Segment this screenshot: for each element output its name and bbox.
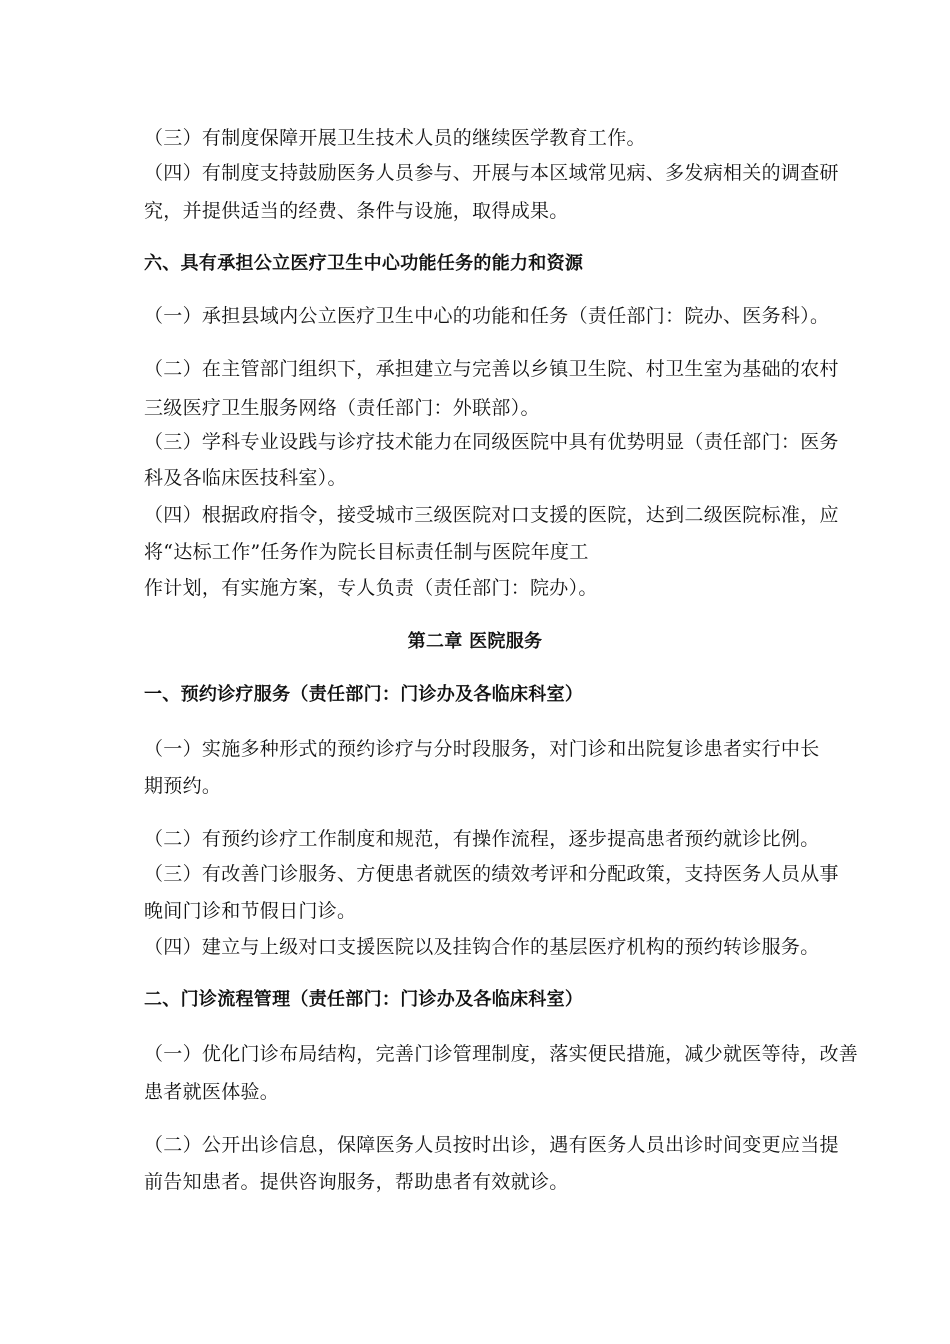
paragraph-line: （四）根据政府指令，接受城市三级医院对口支援的医院，达到二级医院标准，应: [144, 504, 839, 526]
paragraph-line: （四）建立与上级对口支援医院以及挂钩合作的基层医疗机构的预约转诊服务。: [144, 936, 820, 958]
paragraph-line: （三）有改善门诊服务、方便患者就医的绩效考评和分配政策，支持医务人员从事: [144, 863, 839, 885]
chapter-title: 第二章 医院服务: [407, 631, 543, 652]
paragraph-line: （一）承担县域内公立医疗卫生中心的功能和任务（责任部门：院办、医务科）。: [144, 305, 830, 327]
paragraph-line: （四）有制度支持鼓励医务人员参与、开展与本区域常见病、多发病相关的调查研: [144, 162, 839, 184]
paragraph-line: （二）在主管部门组织下，承担建立与完善以乡镇卫生院、村卫生室为基础的农村: [144, 358, 839, 380]
paragraph-line: （三）学科专业设践与诊疗技术能力在同级医院中具有优势明显（责任部门：医务: [144, 431, 839, 453]
paragraph-line: 三级医疗卫生服务网络（责任部门：外联部）。: [144, 397, 540, 419]
paragraph-line: 晚间门诊和节假日门诊。: [144, 900, 357, 922]
paragraph-line: 前告知患者。提供咨询服务，帮助患者有效就诊。: [144, 1171, 569, 1193]
section-heading: 六、具有承担公立医疗卫生中心功能任务的能力和资源: [144, 253, 584, 274]
paragraph-line: （一）优化门诊布局结构，完善门诊管理制度，落实便民措施，减少就医等待，改善: [144, 1043, 859, 1065]
paragraph-line: 期预约。: [144, 775, 222, 797]
paragraph-line: （一）实施多种形式的预约诊疗与分时段服务，对门诊和出院复诊患者实行中长: [144, 738, 820, 760]
paragraph-line: 究，并提供适当的经费、条件与设施，取得成果。: [144, 200, 569, 222]
section-heading: 二、门诊流程管理（责任部门：门诊办及各临床科室）: [144, 989, 584, 1010]
paragraph-line: （三）有制度保障开展卫生技术人员的继续医学教育工作。: [144, 127, 646, 149]
paragraph-line: 将“达标工作”任务作为院长目标责任制与医院年度工: [144, 541, 589, 563]
paragraph-line: 科及各临床医技科室）。: [144, 467, 347, 489]
paragraph-line: 作计划，有实施方案，专人负责（责任部门：院办）。: [144, 577, 598, 599]
paragraph-line: （二）公开出诊信息，保障医务人员按时出诊，遇有医务人员出诊时间变更应当提: [144, 1134, 839, 1156]
section-heading: 一、预约诊疗服务（责任部门：门诊办及各临床科室）: [144, 684, 584, 705]
paragraph-line: 患者就医体验。: [144, 1081, 280, 1103]
paragraph-line: （二）有预约诊疗工作制度和规范，有操作流程，逐步提高患者预约就诊比例。: [144, 828, 820, 850]
